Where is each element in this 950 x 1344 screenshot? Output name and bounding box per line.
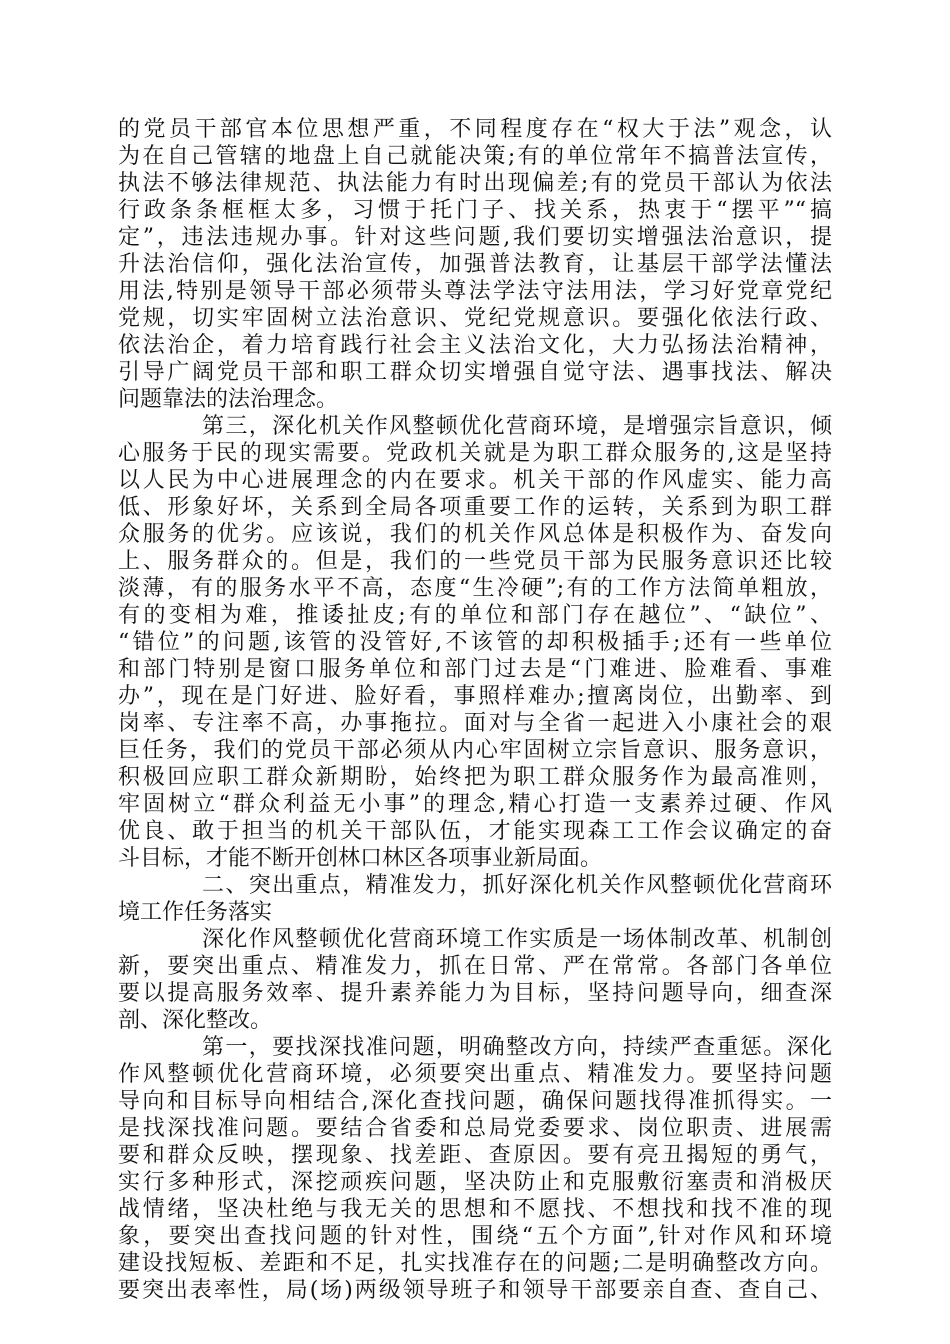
text-line: 是找深找准问题。要结合省委和总局党委要求、岗位职责、进展需 (118, 1116, 832, 1141)
text-line: 作风整顿优化营商环境，必须要突出重点、精准发力。要坚持问题 (118, 1062, 832, 1087)
text-line: 升法治信仰，强化法治宣传，加强普法教育，让基层干部学法懂法 (118, 252, 832, 277)
text-line: 和部门特别是窗口服务单位和部门过去是“门难进、脸难看、事难 (118, 657, 832, 682)
text-line: 积极回应职工群众新期盼，始终把为职工群众服务作为最高准则， (118, 765, 832, 790)
text-line: 为在自己管辖的地盘上自己就能决策;有的单位常年不搞普法宣传， (118, 144, 832, 169)
text-line: 众服务的优劣。应该说，我们的机关作风总体是积极作为、奋发向 (118, 522, 832, 547)
text-line: 建设找短板、差距和不足，扎实找准存在的问题;二是明确整改方向。 (118, 1251, 832, 1276)
text-line: 巨任务，我们的党员干部必须从内心牢固树立宗旨意识、服务意识， (118, 738, 832, 763)
text-line: 行政条条框框太多，习惯于托门子、找关系，热衷于“摆平”“搞 (118, 198, 832, 223)
text-line: 定”，违法违规办事。针对这些问题,我们要切实增强法治意识，提 (118, 225, 832, 250)
text-line: 党规，切实牢固树立法治意识、党纪党规意识。要强化依法行政、 (118, 306, 832, 331)
text-line: 有的变相为难，推诿扯皮;有的单位和部门存在越位”、“缺位”、 (118, 603, 832, 628)
text-line: 上、服务群众的。但是，我们的一些党员干部为民服务意识还比较 (118, 549, 832, 574)
text-line: 要以提高服务效率、提升素养能力为目标，坚持问题导向，细查深 (118, 981, 832, 1006)
text-line: 要突出表率性，局(场)两级领导班子和领导干部要亲自查、查自己、 (118, 1278, 832, 1303)
text-line: 问题靠法的法治理念。 (118, 387, 339, 412)
text-line: 优良、敢于担当的机关干部队伍，才能实现森工工作会议确定的奋 (118, 819, 832, 844)
text-line: 低、形象好坏，关系到全局各项重要工作的运转，关系到为职工群 (118, 495, 832, 520)
text-line: 第一，要找深找准问题，明确整改方向，持续严查重惩。深化 (202, 1035, 832, 1060)
text-line: 的党员干部官本位思想严重，不同程度存在“权大于法”观念，认 (118, 117, 832, 142)
text-line: 以人民为中心进展理念的内在要求。机关干部的作风虚实、能力高 (118, 468, 832, 493)
text-line: 要和群众反映，摆现象、找差距、查原因。要有亮丑揭短的勇气， (118, 1143, 832, 1168)
text-line: 心服务于民的现实需要。党政机关就是为职工群众服务的,这是坚持 (118, 441, 832, 466)
text-line: 新，要突出重点、精准发力，抓在日常、严在常常。各部门各单位 (118, 954, 832, 979)
text-line: 岗率、专注率不高，办事拖拉。面对与全省一起进入小康社会的艰 (118, 711, 832, 736)
text-line: 象，要突出查找问题的针对性，围绕“五个方面”,针对作风和环境 (118, 1224, 832, 1249)
text-line: 战情绪，坚决杜绝与我无关的思想和不愿找、不想找和找不准的现 (118, 1197, 832, 1222)
text-line: 斗目标，才能不断开创林口林区各项事业新局面。 (118, 846, 603, 871)
text-line: 淡薄，有的服务水平不高，态度“生冷硬”;有的工作方法简单粗放， (118, 576, 832, 601)
text-line: 办”，现在是门好进、脸好看，事照样难办;擅离岗位，出勤率、到 (118, 684, 832, 709)
text-line: 执法不够法律规范、执法能力有时出现偏差;有的党员干部认为依法 (118, 171, 832, 196)
text-line: 引导广阔党员干部和职工群众切实增强自觉守法、遇事找法、解决 (118, 360, 832, 385)
text-line: 实行多种形式，深挖顽疾问题，坚决防止和克服敷衍塞责和消极厌 (118, 1170, 832, 1195)
text-line: 深化作风整顿优化营商环境工作实质是一场体制改革、机制创 (202, 927, 832, 952)
text-line: 剖、深化整改。 (118, 1008, 273, 1033)
text-line: 牢固树立“群众利益无小事”的理念,精心打造一支素养过硬、作风 (118, 792, 832, 817)
text-line: 境工作任务落实 (118, 900, 273, 925)
document-body (118, 116, 832, 1304)
text-line: 用法,特别是领导干部必须带头尊法学法守法用法，学习好党章党纪 (118, 279, 832, 304)
text-line: “错位”的问题,该管的没管好,不该管的却积极插手;还有一些单位 (118, 630, 832, 655)
text-line: 第三，深化机关作风整顿优化营商环境，是增强宗旨意识，倾 (202, 414, 832, 439)
text-line: 依法治企，着力培育践行社会主义法治文化，大力弘扬法治精神， (118, 333, 832, 358)
text-line: 二、突出重点，精准发力，抓好深化机关作风整顿优化营商环 (202, 873, 832, 898)
text-line: 导向和目标导向相结合,深化查找问题，确保问题找得准抓得实。一 (118, 1089, 832, 1114)
